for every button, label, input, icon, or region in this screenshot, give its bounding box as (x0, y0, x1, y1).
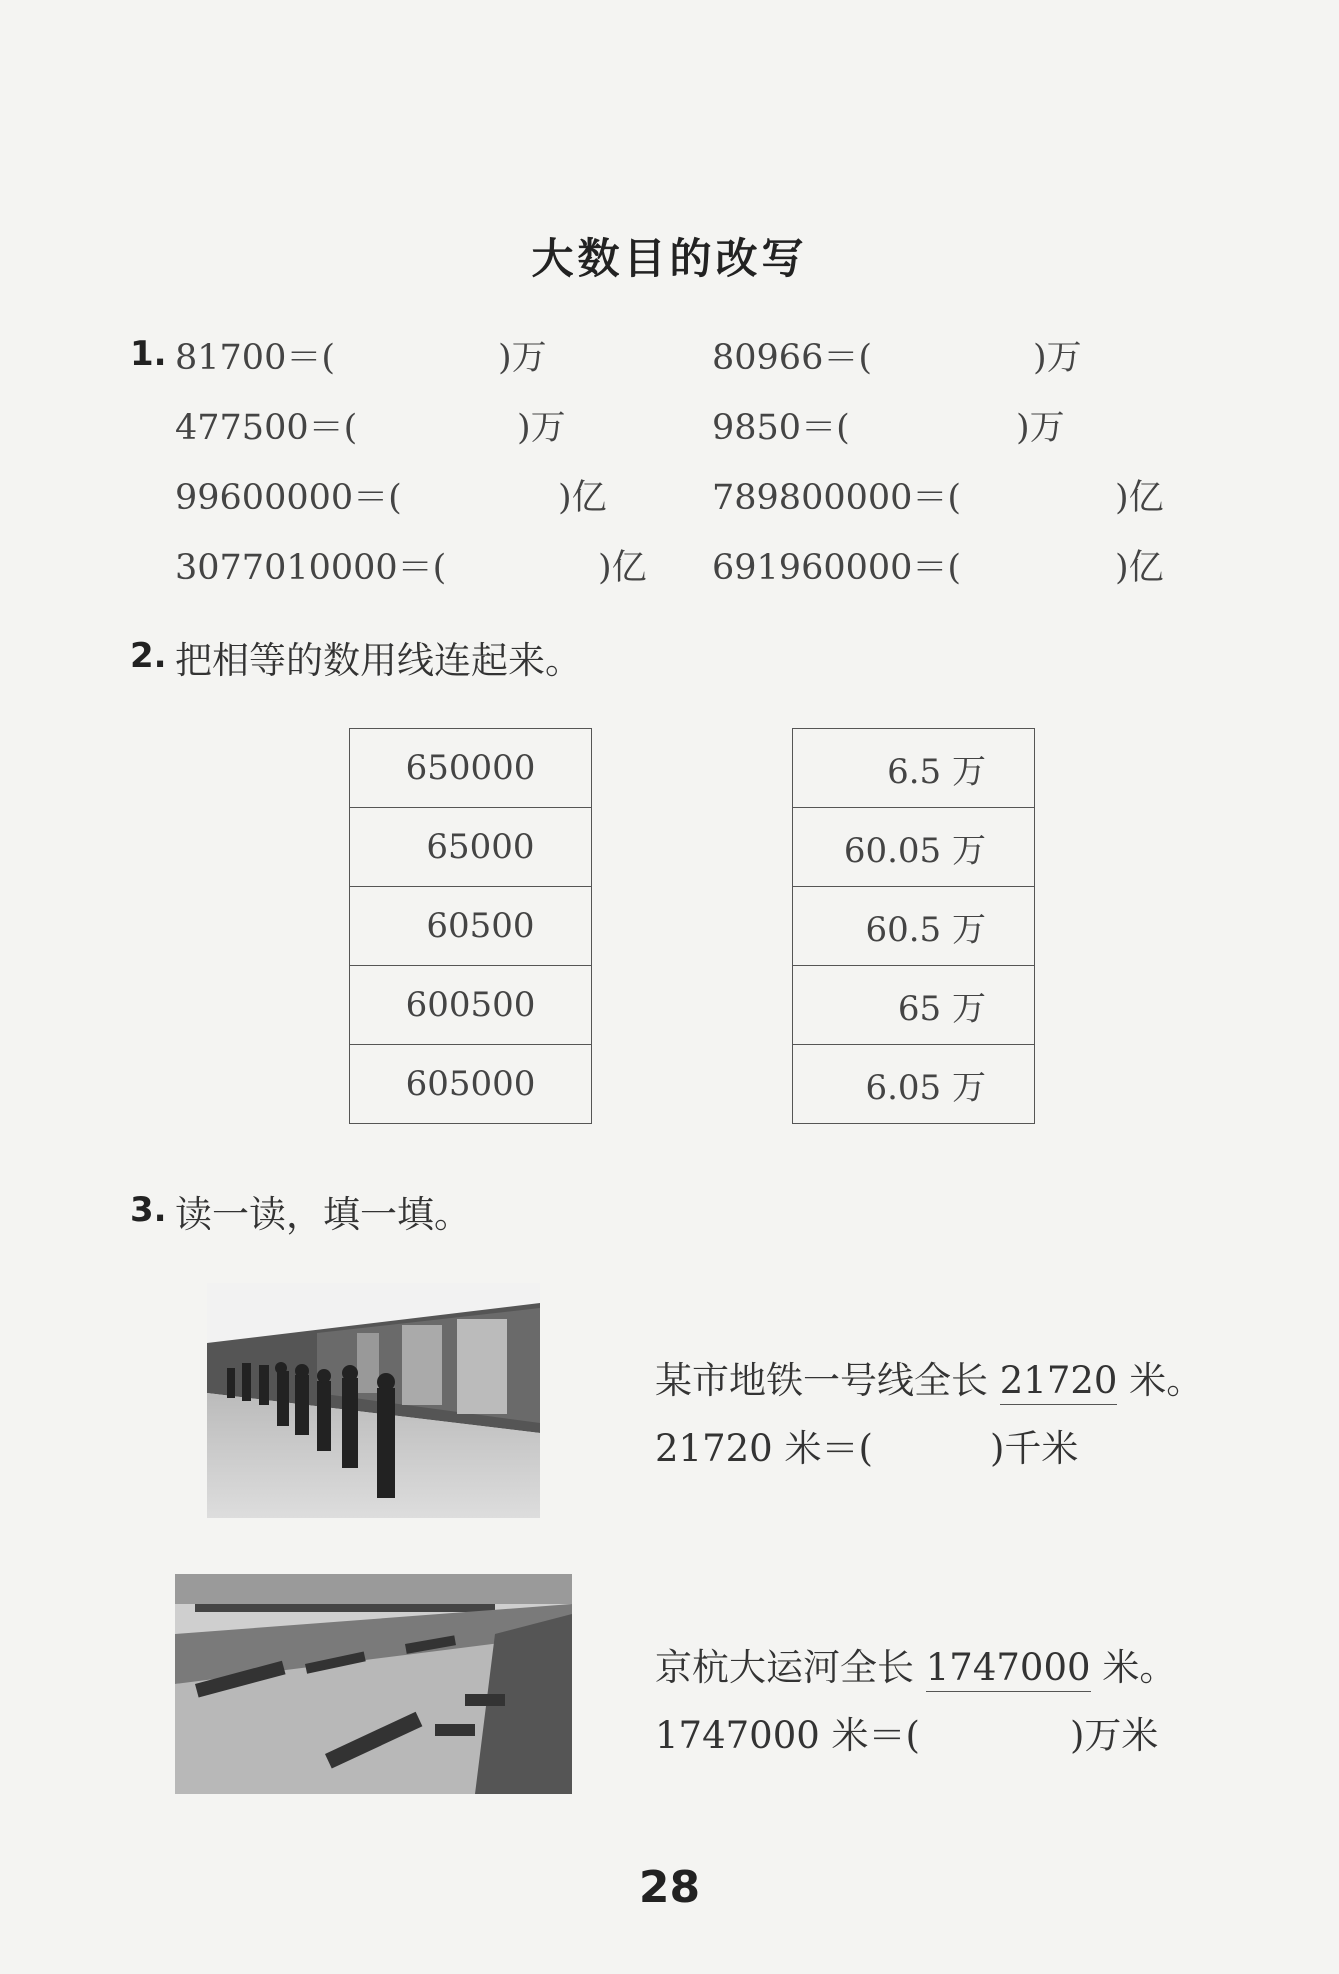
subway-platform-photo (207, 1283, 540, 1518)
subway-blank-right: )千米 (990, 1427, 1079, 1470)
question-1-number: 1. (130, 334, 167, 374)
right-cell[interactable]: 6.05 万 (793, 1045, 1035, 1124)
q1-row4-left: 3077010000＝( (175, 548, 447, 588)
q1-row1-right-unit: )万 (1033, 338, 1082, 378)
q1-row4-left-unit: )亿 (598, 548, 647, 588)
canal-blank-left: 1747000 米＝( (655, 1714, 920, 1757)
left-cell[interactable]: 65000 (350, 808, 592, 887)
right-cell[interactable]: 60.05 万 (793, 808, 1035, 887)
q1-row4-right: 691960000＝( (712, 548, 962, 588)
q1-row2-right: 9850＝( (712, 408, 850, 448)
q1-row2-left-unit: )万 (517, 408, 566, 448)
page-title: 大数目的改写 (531, 234, 808, 283)
question-3-text: 读一读，填一填。 (175, 1193, 471, 1236)
q1-row1-right: 80966＝( (712, 338, 872, 378)
question-3-number: 3. (130, 1190, 167, 1230)
q1-row2-left: 477500＝( (175, 408, 358, 448)
left-cell[interactable]: 60500 (350, 887, 592, 966)
left-cell[interactable]: 650000 (350, 729, 592, 808)
left-cell[interactable]: 600500 (350, 966, 592, 1045)
q1-row1-left: 81700＝( (175, 338, 335, 378)
page-number: 28 (638, 1862, 701, 1913)
left-number-column (349, 728, 592, 1124)
q1-row3-right: 789800000＝( (712, 478, 962, 518)
right-cell[interactable]: 6.5 万 (793, 729, 1035, 808)
canal-length-value: 1747000 (926, 1646, 1091, 1692)
question-2-number: 2. (130, 636, 167, 676)
left-cell[interactable]: 605000 (350, 1045, 592, 1124)
q1-row4-right-unit: )亿 (1115, 548, 1164, 588)
subway-sentence: 某市地铁一号线全长 21720 米。 (655, 1350, 1203, 1404)
canal-photo (175, 1574, 572, 1794)
q1-row3-right-unit: )亿 (1115, 478, 1164, 518)
right-number-column (792, 728, 1035, 1124)
q1-row1-left-unit: )万 (498, 338, 547, 378)
canal-blank-right: )万米 (1070, 1714, 1159, 1757)
canal-icon (175, 1574, 572, 1794)
q1-row3-left-unit: )亿 (558, 478, 607, 518)
right-cell[interactable]: 60.5 万 (793, 887, 1035, 966)
q1-row3-left: 99600000＝( (175, 478, 402, 518)
question-2-text: 把相等的数用线连起来。 (175, 639, 582, 682)
subway-platform-icon (207, 1283, 540, 1518)
canal-sentence: 京杭大运河全长 1747000 米。 (655, 1637, 1176, 1691)
subway-blank-left: 21720 米＝( (655, 1427, 873, 1470)
subway-length-value: 21720 (1000, 1359, 1118, 1405)
q1-row2-right-unit: )万 (1016, 408, 1065, 448)
right-cell[interactable]: 65 万 (793, 966, 1035, 1045)
